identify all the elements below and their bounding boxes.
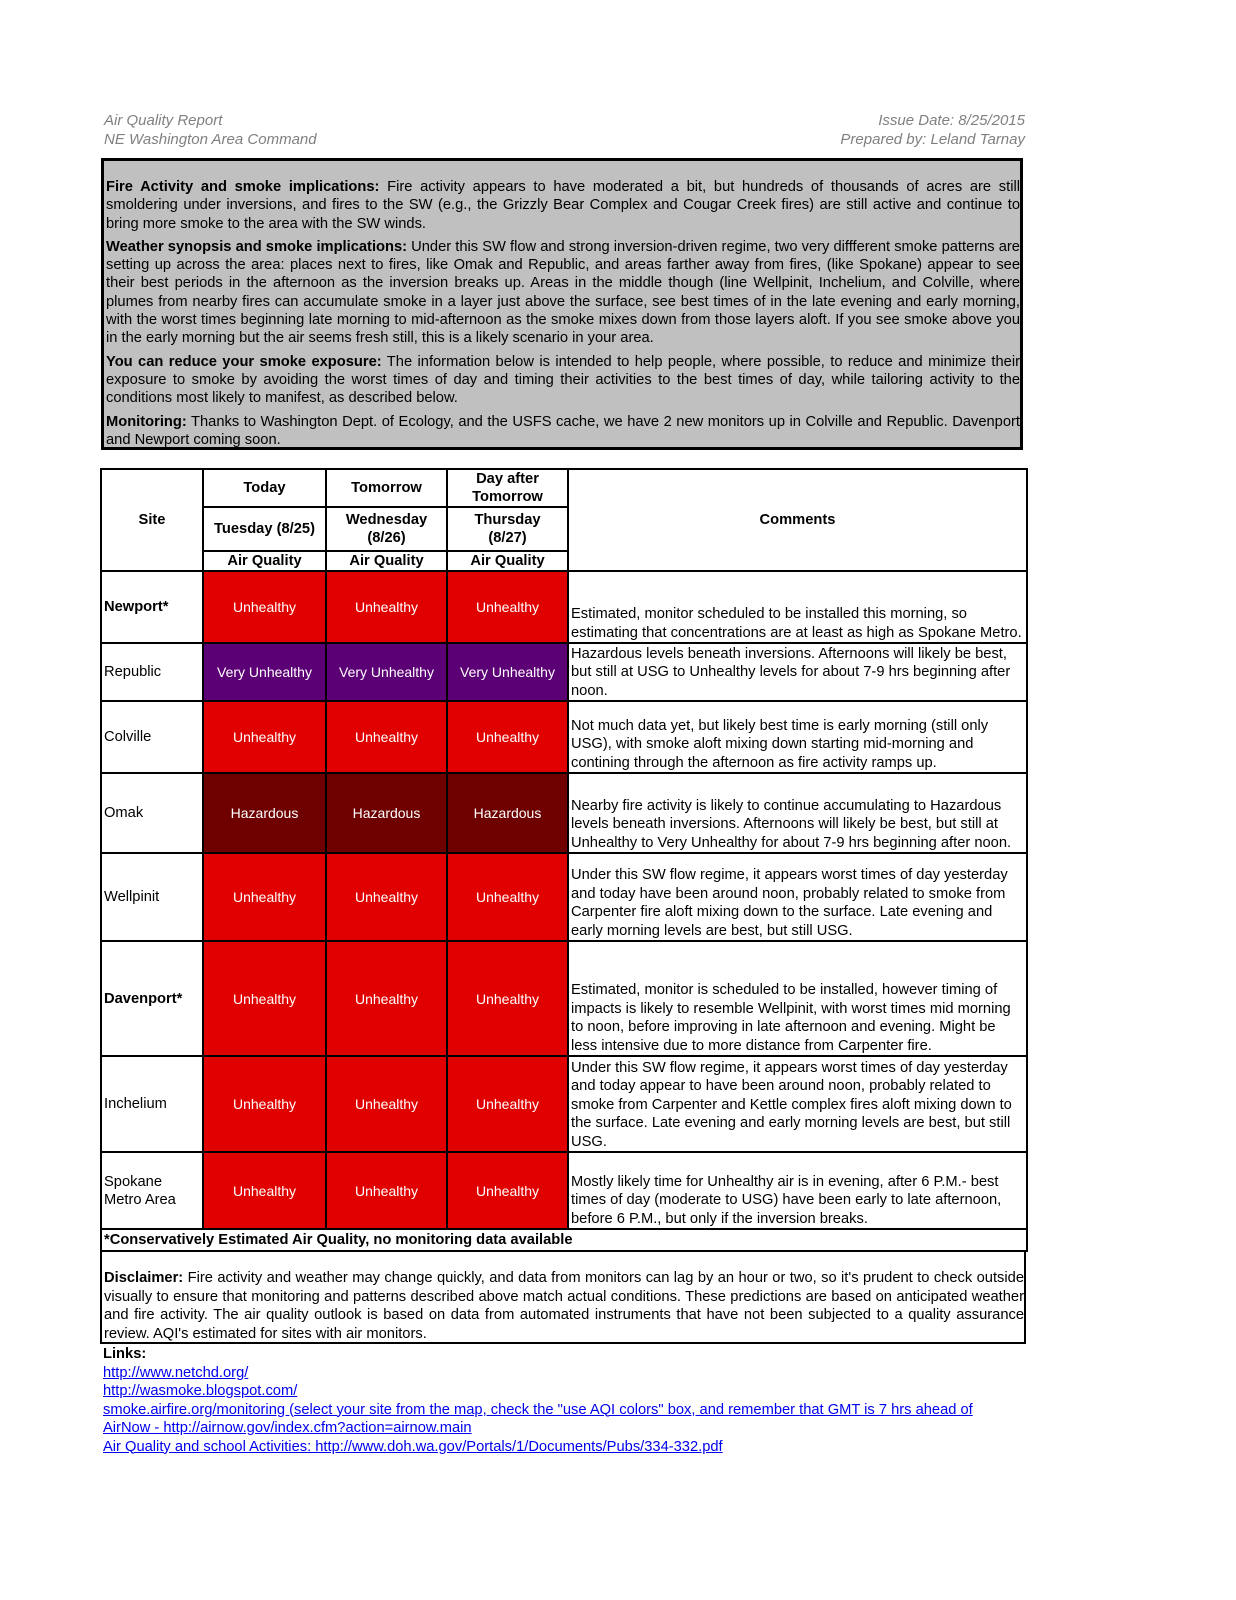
air-quality-value: Unhealthy [447,941,568,1056]
air-quality-value: Very Unhealthy [447,643,568,701]
site-name: Spokane Metro Area [101,1152,203,1229]
site-comment: Nearby fire activity is likely to continue accumulating to Hazardous levels beneath inversions. Afternoons will likely be best, but still at Unhealthy to Very Unhealthy for about 7-9 hrs beginning after noon. [568,773,1027,853]
site-comment: Under this SW flow regime, it appears worst times of day yesterday and today have been around noon, probably related to smoke from Carpenter fire aloft mixing down to the surface. Late evening and early morning levels are best, but still USG. [568,853,1027,941]
air-quality-value: Unhealthy [447,1056,568,1152]
table-row [101,571,1027,643]
air-quality-value: Unhealthy [447,701,568,773]
table-body [101,571,1027,1229]
air-quality-value: Unhealthy [203,1152,326,1229]
day-metric: Air Quality [203,551,326,571]
site-name: Davenport* [101,941,203,1056]
summary-box [101,158,1023,450]
command-name: NE Washington Area Command [104,131,317,148]
links-title: Links: [103,1346,147,1362]
table-row [101,1152,1027,1229]
air-quality-value: Unhealthy [203,941,326,1056]
report-header-right [840,111,1025,149]
table-row [101,941,1027,1056]
site-name: Newport* [101,571,203,643]
weather-paragraph: Weather synopsis and smoke implications: Under this SW flow and strong inversion-driven regime, two very diffferent smoke patterns are setting up across the area: places next to fires, like Omak and Republic, and areas farther away from fires, (like Spokane) appear to see their best periods in the afternoon as the inversion breaks up. Areas in the middle though (line Wellpinit, Inchelium, and Colville, where plumes from nearby fires can accumulate smoke in a layer just above the surface, see best times of in the late evening and early morning, with the worst times beginning late morning to mid-afternoon as the smoke mixes down from those layers aloft. If you see smoke above you in the early morning but the air seems fresh still, this is a likely scenario in your area. [106,238,1020,347]
day-date: Tuesday (8/25) [203,507,326,551]
table-row [101,853,1027,941]
disclaimer: Disclaimer: Fire activity and weather may change quickly, and data from monitors can lag by an hour or two, so it's prudent to check outside visually to ensure that monitoring and patterns described above match actual conditions. These predictions are based on anticipated weather and fire activity. The air quality outlook is based on data from automated instruments that have not been subjected to a quality assurance review. AQI's estimated for sites with air monitors. [100,1250,1026,1344]
table-row [101,1056,1027,1152]
site-header: Site [101,469,203,571]
site-name: Colville [101,701,203,773]
day-label: Today [203,469,326,507]
link-airfire[interactable]: smoke.airfire.org/monitoring (select your site from the map, check the "use AQI colors" box, and remember that GMT is 7 hrs ahead of [103,1401,973,1418]
comments-header: Comments [568,469,1027,571]
day-metric: Air Quality [447,551,568,571]
air-quality-value: Unhealthy [203,853,326,941]
air-quality-value: Unhealthy [326,571,447,643]
air-quality-value: Very Unhealthy [326,643,447,701]
fire-activity-paragraph: Fire Activity and smoke implications: Fire activity appears to have moderated a bit, but hundreds of thousands of acres are still smoldering under inversions, and fires to the SW (e.g., the Grizzly Bear Complex and Cougar Creek fires) are still active and continue to bring more smoke to the area with the SW winds. [106,179,1020,232]
reduce-exposure-paragraph: You can reduce your smoke exposure: The information below is intended to help people, where possible, to reduce and minimize their exposure to smoke by avoiding the worst times of day and timing their activities to the best times of day, while tailoring activity to the conditions most likely to manifest, as described below. [106,353,1020,407]
day-label: Tomorrow [326,469,447,507]
air-quality-value: Hazardous [203,773,326,853]
table-row [101,773,1027,853]
air-quality-value: Unhealthy [447,1152,568,1229]
link-doh-school[interactable]: Air Quality and school Activities: http://www.doh.wa.gov/Portals/1/Documents/Pubs/334-332.pdf [103,1438,723,1455]
monitoring-paragraph: Monitoring: Thanks to Washington Dept. of Ecology, and the USFS cache, we have 2 new monitors up in Colville and Republic. Davenport and Newport coming soon. [106,413,1020,448]
air-quality-value: Unhealthy [203,701,326,773]
site-comment: Estimated, monitor scheduled to be installed this morning, so estimating that concentrations are at least as high as Spokane Metro. [568,571,1027,643]
air-quality-value: Unhealthy [326,1056,447,1152]
site-comment: Estimated, monitor is scheduled to be installed, however timing of impacts is likely to resemble Wellpinit, with worst times mid morning to noon, before improving in late afternoon and evening. Might be less intensive due to more distance from Carpenter fire. [568,941,1027,1056]
prepared-by: Prepared by: Leland Tarnay [840,131,1025,148]
air-quality-value: Unhealthy [447,853,568,941]
report-title: Air Quality Report [104,112,223,129]
air-quality-value: Very Unhealthy [203,643,326,701]
day-label: Day after Tomorrow [447,469,568,507]
air-quality-value: Unhealthy [326,853,447,941]
air-quality-value: Unhealthy [326,941,447,1056]
site-comment: Mostly likely time for Unhealthy air is in evening, after 6 P.M.- best times of day (moderate to USG) have been early to late afternoon, before 6 P.M., but only if the inversion breaks. [568,1152,1027,1229]
site-comment: Not much data yet, but likely best time is early morning (still only USG), with smoke aloft mixing down starting mid-morning and contining through the afternoon as fire activity ramps up. [568,701,1027,773]
air-quality-value: Unhealthy [326,1152,447,1229]
day-date: Thursday (8/27) [447,507,568,551]
issue-date: Issue Date: 8/25/2015 [878,112,1025,129]
link-netchd[interactable]: http://www.netchd.org/ [103,1364,249,1381]
site-name: Inchelium [101,1056,203,1152]
air-quality-table [100,468,1028,1252]
table-row [101,643,1027,701]
site-comment: Hazardous levels beneath inversions. Afternoons will likely be best, but still at USG to Unhealthy levels for about 7-9 hrs beginning after noon. [568,643,1027,701]
day-metric: Air Quality [326,551,447,571]
report-header-left [104,111,317,149]
table-row [101,701,1027,773]
air-quality-value: Unhealthy [203,1056,326,1152]
air-quality-value: Hazardous [326,773,447,853]
site-name: Omak [101,773,203,853]
day-date: Wednesday (8/26) [326,507,447,551]
site-name: Republic [101,643,203,701]
link-wasmoke[interactable]: http://wasmoke.blogspot.com/ [103,1383,298,1399]
links-section [103,1345,1028,1456]
site-name: Wellpinit [101,853,203,941]
air-quality-value: Unhealthy [447,571,568,643]
air-quality-value: Unhealthy [203,571,326,643]
site-comment: Under this SW flow regime, it appears worst times of day yesterday and today appear to have been around noon, probably related to smoke from Carpenter and Kettle complex fires aloft mixing down to the surface. Late evening and early morning levels are best, but still USG. [568,1056,1027,1152]
air-quality-value: Unhealthy [326,701,447,773]
air-quality-value: Hazardous [447,773,568,853]
link-airnow[interactable]: AirNow - http://airnow.gov/index.cfm?action=airnow.main [103,1420,472,1436]
table-footnote: *Conservatively Estimated Air Quality, no monitoring data available [101,1229,1027,1251]
